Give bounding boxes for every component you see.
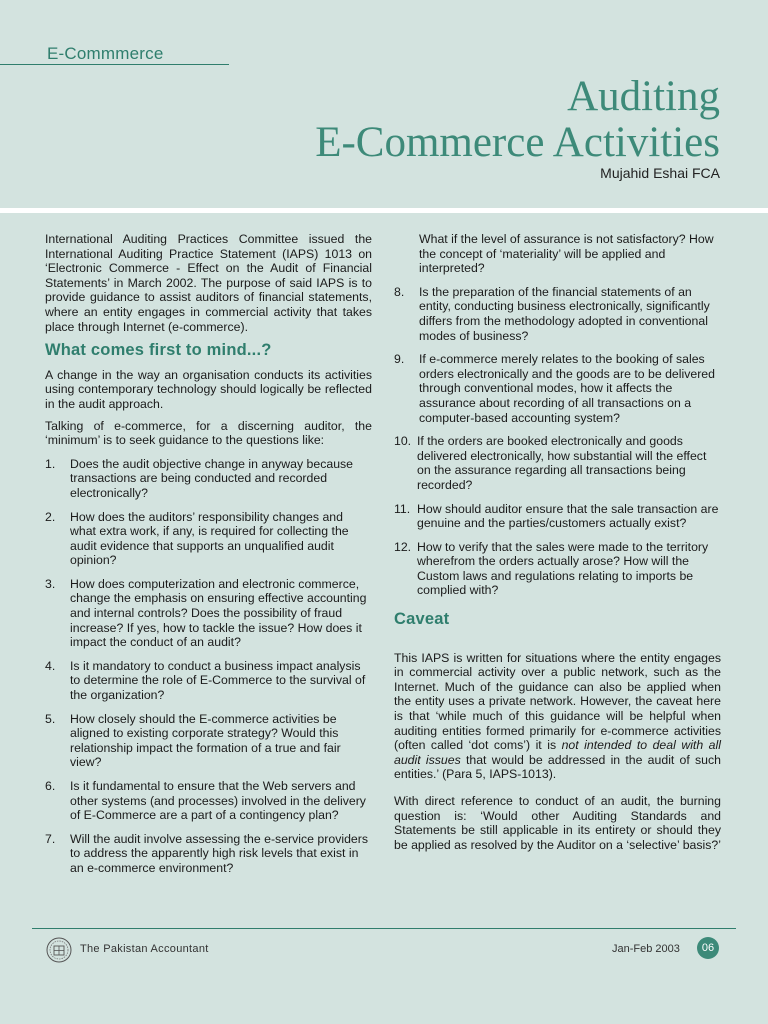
- caveat-paragraph: [394, 651, 721, 782]
- item-number: 5.: [45, 711, 56, 726]
- caveat-text: that would be addressed in the audit of such entities.’ (Para 5, IAPS-1013).: [394, 752, 722, 782]
- title-line-1: Auditing: [567, 73, 720, 120]
- issue-date: Jan-Feb 2003: [612, 943, 680, 955]
- intro-paragraph: International Auditing Practices Committee issued the International Auditing Practice Statement (IAPS) 1013 on ‘Electronic Commerce - Effect on the Audit of Financial Statements’ in March 2002. The purpose of said IAPS is to provide guidance to assist auditors of financial statements, where an entity engages in commercial activity that takes place through Internet (e-commerce).: [45, 232, 372, 334]
- list-item: [45, 712, 372, 770]
- list-item: [45, 779, 372, 823]
- list-item: [45, 457, 372, 501]
- list-item: [394, 352, 721, 425]
- item-number: 4.: [45, 658, 56, 673]
- item-text: Is it mandatory to conduct a business impact analysis to determine the role of E-Commerce to the survival of the organization?: [70, 658, 366, 703]
- list-item: [45, 832, 372, 876]
- item-text: Is the preparation of the financial statements of an entity, conducting business electronically, significantly differs from the methodology adopted in conventional modes of business?: [419, 284, 710, 343]
- author: Mujahid Eshai FCA: [600, 165, 720, 181]
- item-text: How does the auditors’ responsibility changes and what extra work, if any, is required for collecting the audit evidence that supports an unqualified audit opinion?: [70, 509, 349, 568]
- publication-name: The Pakistan Accountant: [80, 943, 209, 955]
- list-item: [45, 577, 372, 650]
- item-text: If e-commerce merely relates to the booking of sales orders electronically and the goods are to be delivered through conventional modes, how it affects the assurance about recording of all transactions on a computer-based accounting system?: [419, 352, 715, 425]
- footer-rule: [32, 928, 736, 929]
- caveat-text: This IAPS is written for situations where the entity engages in commercial activity over a public network, such as the Internet. Much of the guidance can also be applied when the entity uses a private network. However, the caveat here is that ‘while much of this guidance will be helpful when auditing entities formed primarily for e-commerce activities (often called ‘dot coms’) it is: [394, 650, 721, 753]
- paragraph: Talking of e-commerce, for a discerning auditor, the ‘minimum’ is to seek guidance to the questions like:: [45, 418, 372, 448]
- page-number: 06: [697, 937, 719, 959]
- item-number: 8.: [394, 284, 405, 299]
- item-text: How should auditor ensure that the sale transaction are genuine and the parties/customers actually exist?: [417, 501, 719, 531]
- item-number: 9.: [394, 352, 405, 367]
- item-text: If the orders are booked electronically and goods delivered electronically, how substantial will the effect on the assurance regarding all transactions being recorded?: [417, 434, 707, 492]
- paragraph: A change in the way an organisation conducts its activities using contemporary technology should logically be reflected in the audit approach.: [45, 367, 372, 411]
- right-column: [394, 232, 721, 859]
- list-item: [45, 510, 372, 568]
- list-item: [394, 540, 721, 598]
- list-item: [394, 434, 721, 492]
- item-text: How closely should the E-commerce activities be aligned to existing corporate strategy? Would this relationship impact the formation of a true and fair view?: [70, 711, 341, 770]
- list-item: [394, 502, 721, 531]
- title-line-2: E-Commerce Activities: [315, 119, 720, 166]
- item-number: 1.: [45, 456, 56, 471]
- list-item: [45, 659, 372, 703]
- list-item: [394, 285, 721, 343]
- item-number: 11.: [394, 501, 411, 516]
- caveat-emphasis: not intended to deal with all audit issues: [394, 738, 721, 767]
- item-number: 12.: [394, 539, 412, 554]
- question-list-right: [394, 285, 721, 598]
- article-title: [315, 74, 720, 166]
- section-heading-first-to-mind: What comes first to mind...?: [45, 341, 272, 360]
- item-number: 6.: [45, 779, 56, 793]
- item-number: 2.: [45, 509, 56, 524]
- item-text: How does computerization and electronic commerce, change the emphasis on ensuring effective accounting and internal controls? Does the possibility of fraud increase? If yes, how to tackle the issue? How does it impact the conduct of an audit?: [70, 576, 367, 650]
- item-text: Will the audit involve assessing the e-service providers to address the apparently high risk levels that exist in an e-commerce environment?: [70, 831, 368, 875]
- list-continuation: What if the level of assurance is not satisfactory? How the concept of ‘materiality’ will be applied and interpreted?: [419, 232, 714, 276]
- item-number: 7.: [45, 831, 56, 846]
- caveat-paragraph-2: With direct reference to conduct of an audit, the burning question is: ‘Would other Auditing Standards and Statements be still applicable in its entirety or should they be applied as resolved by the Auditor on a ‘selective’ basis?’: [394, 794, 721, 852]
- header-divider: [0, 208, 768, 213]
- crest-icon: [46, 937, 72, 963]
- item-text: How to verify that the sales were made to the territory wherefrom the orders actually arose? How will the Custom laws and regulations relating to imports be complied with?: [417, 539, 709, 598]
- section-tag-rule: [0, 64, 229, 65]
- question-list-left: [45, 457, 372, 876]
- item-text: Does the audit objective change in anyway because transactions are being conducted and recorded electronically?: [70, 456, 354, 500]
- item-number: 3.: [45, 576, 56, 591]
- section-heading-caveat: Caveat: [394, 610, 450, 629]
- section-tag: E-Commmerce: [47, 44, 164, 63]
- left-column: [45, 232, 372, 885]
- item-number: 10.: [394, 434, 412, 449]
- item-text: Is it fundamental to ensure that the Web servers and other systems (and processes) involved in the delivery of E-Commerce are a part of a contingency plan?: [70, 779, 366, 823]
